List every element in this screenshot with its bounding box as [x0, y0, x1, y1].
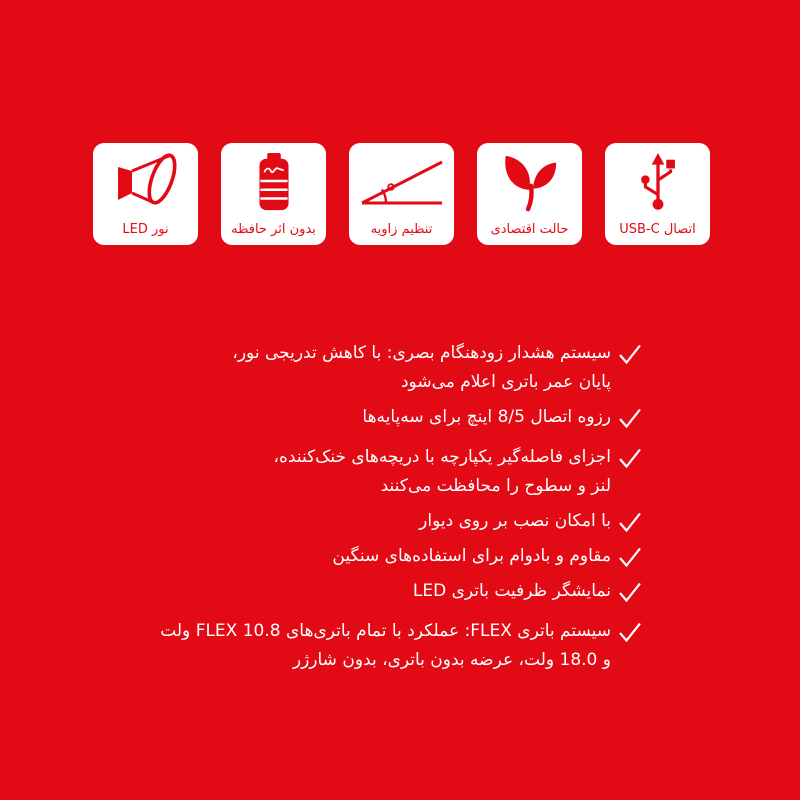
feature-item [160, 542, 643, 571]
feature-list [160, 339, 643, 681]
feature-card-label: نور LED [122, 222, 169, 237]
feature-text-line: رزوه اتصال 8/5 اینچ برای سه‌پایه‌ها [362, 407, 611, 427]
feature-text-line: سیستم باتری FLEX: عملکرد با تمام باتری‌های FLEX 10.8 ولت [160, 621, 611, 641]
eco-leaf-icon [477, 151, 582, 213]
feature-text-line: مقاوم و بادوام برای استفاده‌های سنگین [332, 546, 611, 566]
feature-text-line: و 18.0 ولت، عرضه بدون باتری، بدون شارژر [292, 650, 611, 670]
feature-item [160, 577, 643, 606]
angle-icon [349, 151, 454, 213]
feature-item [160, 403, 643, 432]
feature-card-usb-c [605, 143, 710, 245]
feature-card-label: بدون اثر حافظه [231, 222, 316, 237]
feature-text-line: اجزای فاصله‌گیر یکپارچه با دریچه‌های خنک‌کننده، [273, 447, 611, 467]
checkmark-icon [617, 339, 643, 368]
feature-card-label: تنظیم زاویه [370, 222, 433, 237]
checkmark-icon [617, 617, 643, 646]
feature-card-label: حالت اقتصادی [490, 222, 569, 237]
checkmark-icon [617, 577, 643, 606]
feature-card-angle-adjustment [349, 143, 454, 245]
checkmark-icon [617, 403, 643, 432]
feature-card-no-memory-effect [221, 143, 326, 245]
feature-text-line: با امکان نصب بر روی دیوار [419, 511, 611, 531]
feature-card-eco-mode [477, 143, 582, 245]
feature-text-line: سیستم هشدار زودهنگام بصری: با کاهش تدریجی نور، [232, 343, 611, 363]
feature-item [160, 617, 643, 675]
led-light-icon [93, 151, 198, 213]
feature-item [160, 443, 643, 501]
battery-icon [221, 151, 326, 213]
feature-card-label: اتصال USB-C [619, 222, 696, 237]
feature-card-led-light [93, 143, 198, 245]
feature-text-line: پایان عمر باتری اعلام می‌شود [400, 372, 611, 392]
feature-text-line: نمایشگر ظرفیت باتری LED [412, 581, 611, 601]
feature-icon-cards [93, 143, 710, 245]
feature-text-line: لنز و سطوح را محافظت می‌کنند [380, 476, 611, 496]
checkmark-icon [617, 507, 643, 536]
checkmark-icon [617, 443, 643, 472]
usb-icon [605, 151, 710, 213]
checkmark-icon [617, 542, 643, 571]
feature-item [160, 507, 643, 536]
feature-item [160, 339, 643, 397]
